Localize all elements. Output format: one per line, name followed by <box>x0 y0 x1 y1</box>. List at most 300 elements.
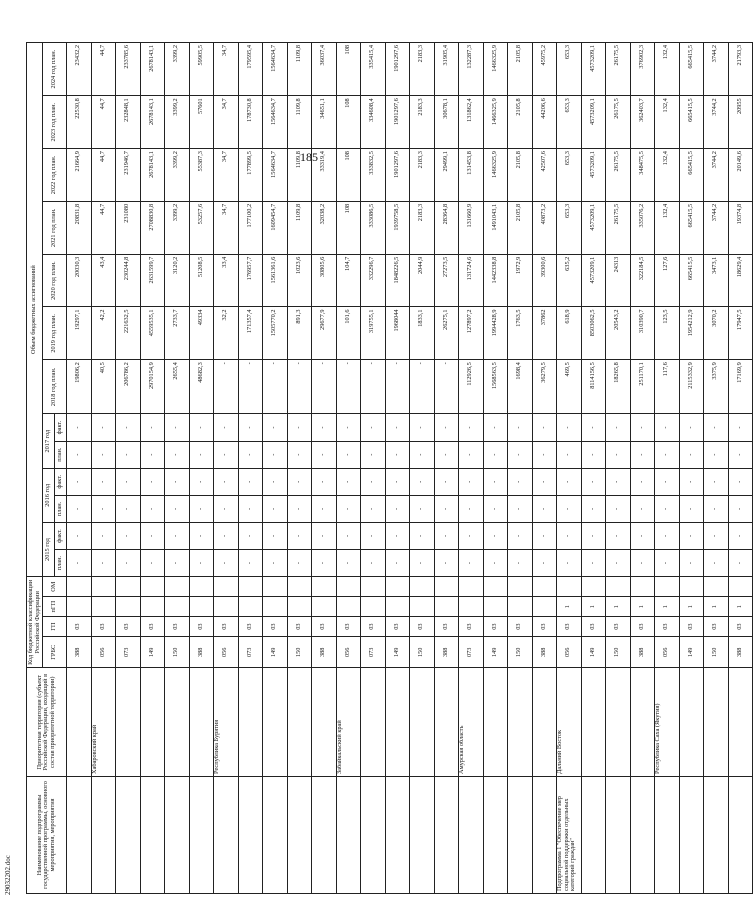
fact-value-cell: - <box>483 441 508 468</box>
om-code-cell <box>312 577 337 597</box>
plan-value-cell: 44,7 <box>91 201 116 254</box>
plan-value-cell: - <box>361 360 386 414</box>
plan-value-cell: 132,4 <box>655 201 680 254</box>
fact-value-cell: - <box>483 495 508 522</box>
om-code-cell <box>214 577 239 597</box>
om-code-cell <box>361 577 386 597</box>
header-program-name: Наименование подпрограммы государственной программы, основного мероприятия, мероприятия <box>27 776 67 893</box>
pgp-code-cell <box>434 597 459 617</box>
gp-code-cell: 03 <box>630 617 655 637</box>
plan-value-cell: 1698,4 <box>508 360 533 414</box>
plan-value-cell: 127897,2 <box>459 307 484 360</box>
program-name-cell <box>312 776 337 893</box>
fact-value-cell: - <box>214 441 239 468</box>
plan-value-cell: 51208,5 <box>189 254 214 307</box>
plan-value-cell: 3399,2 <box>165 96 190 149</box>
plan-value-cell: 132,4 <box>655 43 680 96</box>
table-row <box>606 43 631 894</box>
gp-code-cell: 03 <box>410 617 435 637</box>
pgp-code-cell <box>459 597 484 617</box>
gp-code-cell: 03 <box>557 617 582 637</box>
table-row <box>385 43 410 894</box>
plan-value-cell: 376902,3 <box>630 43 655 96</box>
plan-value-cell: 42507,6 <box>532 149 557 202</box>
plan-value-cell: 3473,1 <box>704 254 729 307</box>
plan-value-cell: 1763,5 <box>508 307 533 360</box>
fact-value-cell: - <box>483 522 508 549</box>
table-row <box>361 43 386 894</box>
program-name-cell <box>606 776 631 893</box>
fact-value-cell: - <box>581 468 606 495</box>
plan-value-cell: 653,3 <box>557 149 582 202</box>
fact-value-cell: - <box>116 441 141 468</box>
fact-value-cell: - <box>263 522 288 549</box>
fact-value-cell: - <box>532 550 557 577</box>
fact-value-cell: - <box>557 550 582 577</box>
gp-code-cell: 03 <box>140 617 165 637</box>
gp-code-cell: 03 <box>483 617 508 637</box>
plan-value-cell: 104,7 <box>336 254 361 307</box>
plan-value-cell: 132,4 <box>655 149 680 202</box>
plan-value-cell: 665415,5 <box>679 201 704 254</box>
plan-value-cell: 1109,8 <box>287 149 312 202</box>
fact-value-cell: - <box>361 522 386 549</box>
table-row <box>91 43 116 894</box>
budget-allocation-table <box>26 42 753 894</box>
header-2015-fact: факт. <box>55 522 67 549</box>
fact-value-cell: - <box>91 550 116 577</box>
grbs-code-cell: 388 <box>312 637 337 668</box>
table-row <box>410 43 435 894</box>
plan-value-cell: 22530,8 <box>67 96 92 149</box>
fact-value-cell: - <box>606 550 631 577</box>
fact-value-cell: - <box>728 414 753 441</box>
rotated-budget-table-container <box>26 42 743 894</box>
fact-value-cell: - <box>679 550 704 577</box>
plan-value-cell: 40873,2 <box>532 201 557 254</box>
om-code-cell <box>459 577 484 597</box>
fact-value-cell: - <box>679 468 704 495</box>
territory-cell: Республика Саха (Якутия) <box>655 668 680 776</box>
fact-value-cell: - <box>238 495 263 522</box>
plan-value-cell: 1972,9 <box>508 254 533 307</box>
plan-value-cell: 20955 <box>728 96 753 149</box>
fact-value-cell: - <box>189 495 214 522</box>
fact-value-cell: - <box>385 522 410 549</box>
fact-value-cell: - <box>434 441 459 468</box>
header-priority-territory: Приоритетная территория (субъект Российской Федерации, входящий в состав приоритетной территории) <box>27 668 67 776</box>
plan-value-cell: 333832,5 <box>361 149 386 202</box>
fact-value-cell: - <box>630 550 655 577</box>
program-name-cell <box>581 776 606 893</box>
fact-value-cell: - <box>189 414 214 441</box>
header-code-gp: ГП <box>43 617 67 637</box>
plan-value-cell: 1968044 <box>385 307 410 360</box>
fact-value-cell: - <box>606 414 631 441</box>
table-row <box>165 43 190 894</box>
program-name-cell <box>189 776 214 893</box>
pgp-code-cell <box>410 597 435 617</box>
plan-value-cell: 19297,1 <box>67 307 92 360</box>
fact-value-cell: - <box>214 522 239 549</box>
plan-value-cell: 1564634,7 <box>263 96 288 149</box>
program-name-cell <box>532 776 557 893</box>
plan-value-cell: 3744,2 <box>704 201 729 254</box>
om-code-cell <box>728 577 753 597</box>
fact-value-cell: - <box>165 495 190 522</box>
plan-value-cell: 2115332,9 <box>679 360 704 414</box>
grbs-code-cell: 388 <box>532 637 557 668</box>
territory-cell <box>140 668 165 776</box>
plan-value-cell: 230244,8 <box>116 254 141 307</box>
territory-cell <box>483 668 508 776</box>
fact-value-cell: - <box>385 414 410 441</box>
plan-value-cell: 1564634,7 <box>263 43 288 96</box>
grbs-code-cell: 149 <box>679 637 704 668</box>
plan-value-cell: 2733,7 <box>165 307 190 360</box>
header-plan-2024: 2024 год план. <box>43 43 67 96</box>
plan-value-cell: 1023,6 <box>287 254 312 307</box>
program-name-cell <box>336 776 361 893</box>
grbs-code-cell: 388 <box>434 637 459 668</box>
plan-value-cell: - <box>238 360 263 414</box>
om-code-cell <box>434 577 459 597</box>
om-code-cell <box>655 577 680 597</box>
fact-value-cell: - <box>385 441 410 468</box>
fact-value-cell: - <box>434 550 459 577</box>
fact-value-cell: - <box>263 414 288 441</box>
plan-value-cell: 21793,3 <box>728 43 753 96</box>
fact-value-cell: - <box>165 522 190 549</box>
fact-value-cell: - <box>410 522 435 549</box>
plan-value-cell: 335415,4 <box>361 43 386 96</box>
fact-value-cell: - <box>165 468 190 495</box>
fact-value-cell: - <box>165 414 190 441</box>
plan-value-cell: 27273,5 <box>434 254 459 307</box>
om-code-cell <box>581 577 606 597</box>
plan-value-cell: 2678143,1 <box>140 149 165 202</box>
fact-value-cell: - <box>704 522 729 549</box>
plan-value-cell: 891,3 <box>287 307 312 360</box>
gp-code-cell: 03 <box>532 617 557 637</box>
fact-value-cell: - <box>214 414 239 441</box>
om-code-cell <box>287 577 312 597</box>
pgp-code-cell <box>91 597 116 617</box>
plan-value-cell: 4573209,1 <box>581 149 606 202</box>
grbs-code-cell: 150 <box>508 637 533 668</box>
plan-value-cell: 18265,8 <box>606 360 631 414</box>
plan-value-cell: 469,5 <box>557 360 582 414</box>
om-code-cell <box>557 577 582 597</box>
table-row <box>214 43 239 894</box>
fact-value-cell: - <box>238 468 263 495</box>
plan-value-cell: - <box>287 360 312 414</box>
plan-value-cell: 4573209,1 <box>581 43 606 96</box>
plan-value-cell: 17947,5 <box>728 307 753 360</box>
plan-value-cell: 2183,3 <box>410 96 435 149</box>
fact-value-cell: - <box>728 550 753 577</box>
pgp-code-cell <box>385 597 410 617</box>
program-name-cell <box>140 776 165 893</box>
plan-value-cell: 2105,8 <box>508 201 533 254</box>
fact-value-cell: - <box>238 441 263 468</box>
header-2017-plan: план. <box>55 441 67 468</box>
fact-value-cell: - <box>336 414 361 441</box>
plan-value-cell: - <box>263 360 288 414</box>
plan-value-cell: 44,7 <box>91 96 116 149</box>
plan-value-cell: - <box>312 360 337 414</box>
fact-value-cell: - <box>385 468 410 495</box>
fact-value-cell: - <box>606 468 631 495</box>
header-budget-codes: Код бюджетной классификации Российской Федерации <box>27 577 43 668</box>
grbs-code-cell: 056 <box>214 637 239 668</box>
om-code-cell <box>483 577 508 597</box>
header-plan-2018: 2018 год план. <box>43 360 67 414</box>
fact-value-cell: - <box>189 468 214 495</box>
table-row <box>532 43 557 894</box>
program-name-cell <box>630 776 655 893</box>
fact-value-cell: - <box>214 550 239 577</box>
fact-value-cell: - <box>557 522 582 549</box>
plan-value-cell: - <box>336 360 361 414</box>
fact-value-cell: - <box>434 414 459 441</box>
fact-value-cell: - <box>140 550 165 577</box>
territory-cell: Хабаровский край <box>91 668 116 776</box>
fact-value-cell: - <box>410 468 435 495</box>
fact-value-cell: - <box>287 441 312 468</box>
fact-value-cell: - <box>704 550 729 577</box>
fact-value-cell: - <box>287 495 312 522</box>
table-row <box>263 43 288 894</box>
plan-value-cell: 108 <box>336 96 361 149</box>
fact-value-cell: - <box>679 414 704 441</box>
plan-value-cell: 171357,4 <box>238 307 263 360</box>
gp-code-cell: 03 <box>189 617 214 637</box>
pgp-code-cell <box>336 597 361 617</box>
program-name-cell <box>679 776 704 893</box>
plan-value-cell: 1848226,5 <box>385 254 410 307</box>
om-code-cell <box>140 577 165 597</box>
fact-value-cell: - <box>361 495 386 522</box>
grbs-code-cell: 150 <box>165 637 190 668</box>
table-row <box>189 43 214 894</box>
grbs-code-cell: 056 <box>557 637 582 668</box>
header-code-pgp: пГП <box>43 597 67 617</box>
om-code-cell <box>263 577 288 597</box>
fact-value-cell: - <box>581 441 606 468</box>
territory-cell: Забайкальский край <box>336 668 361 776</box>
plan-value-cell: 44206,6 <box>532 96 557 149</box>
plan-value-cell: - <box>410 360 435 414</box>
grbs-code-cell: 388 <box>630 637 655 668</box>
fact-value-cell: - <box>679 441 704 468</box>
program-name-cell <box>459 776 484 893</box>
territory-cell: Республика Бурятия <box>214 668 239 776</box>
plan-value-cell: 206786,2 <box>116 360 141 414</box>
gp-code-cell: 03 <box>459 617 484 637</box>
fact-value-cell: - <box>91 495 116 522</box>
plan-value-cell: 101,6 <box>336 307 361 360</box>
fact-value-cell: - <box>165 550 190 577</box>
fact-value-cell: - <box>336 522 361 549</box>
grbs-code-cell: 388 <box>67 637 92 668</box>
plan-value-cell: 8114156,5 <box>581 360 606 414</box>
header-2016-fact: факт. <box>55 468 67 495</box>
plan-value-cell: 34,7 <box>214 43 239 96</box>
program-name-cell <box>238 776 263 893</box>
pgp-code-cell: 1 <box>606 597 631 617</box>
plan-value-cell: 34651,1 <box>312 96 337 149</box>
plan-value-cell: 2105,8 <box>508 43 533 96</box>
plan-value-cell: 4573209,1 <box>581 254 606 307</box>
plan-value-cell: 31905,4 <box>434 43 459 96</box>
plan-value-cell: 49334 <box>189 307 214 360</box>
plan-value-cell: 24313 <box>606 254 631 307</box>
fact-value-cell: - <box>410 441 435 468</box>
fact-value-cell: - <box>557 495 582 522</box>
plan-value-cell: 29499,1 <box>434 149 459 202</box>
plan-value-cell: 48682,3 <box>189 360 214 414</box>
fact-value-cell: - <box>336 468 361 495</box>
header-2016-plan: план. <box>55 495 67 522</box>
header-year-2017: 2017 год <box>43 414 55 468</box>
fact-value-cell: - <box>459 550 484 577</box>
plan-value-cell: 108 <box>336 149 361 202</box>
fact-value-cell: - <box>312 495 337 522</box>
fact-value-cell: - <box>606 495 631 522</box>
plan-value-cell: 176957,7 <box>238 254 263 307</box>
om-code-cell <box>67 577 92 597</box>
plan-value-cell: 3375,9 <box>704 360 729 414</box>
plan-value-cell: 3399,2 <box>165 149 190 202</box>
plan-value-cell: 123,5 <box>655 307 680 360</box>
plan-value-cell: 44,7 <box>91 149 116 202</box>
header-2017-fact: факт. <box>55 414 67 441</box>
grbs-code-cell: 149 <box>581 637 606 668</box>
fact-value-cell: - <box>361 441 386 468</box>
plan-value-cell: 19374,8 <box>728 201 753 254</box>
pgp-code-cell <box>214 597 239 617</box>
table-row <box>728 43 753 894</box>
om-code-cell <box>116 577 141 597</box>
fact-value-cell: - <box>214 495 239 522</box>
fact-value-cell: - <box>557 468 582 495</box>
plan-value-cell: 653,3 <box>557 96 582 149</box>
fact-value-cell: - <box>287 414 312 441</box>
territory-cell <box>189 668 214 776</box>
header-plan-2021: 2021 год план. <box>43 201 67 254</box>
fact-value-cell: - <box>630 495 655 522</box>
fact-value-cell: - <box>140 468 165 495</box>
footer-filename: 29032202.doc <box>4 855 12 895</box>
fact-value-cell: - <box>67 550 92 577</box>
pgp-code-cell: 1 <box>679 597 704 617</box>
program-name-cell <box>410 776 435 893</box>
plan-value-cell: 26275,1 <box>434 307 459 360</box>
pgp-code-cell <box>238 597 263 617</box>
fact-value-cell: - <box>189 522 214 549</box>
plan-value-cell: 322184,5 <box>630 254 655 307</box>
grbs-code-cell: 149 <box>385 637 410 668</box>
om-code-cell <box>704 577 729 597</box>
plan-value-cell: 21664,9 <box>67 149 92 202</box>
fact-value-cell: - <box>508 522 533 549</box>
plan-value-cell: 665415,5 <box>679 149 704 202</box>
fact-value-cell: - <box>91 414 116 441</box>
fact-value-cell: - <box>557 441 582 468</box>
fact-value-cell: - <box>287 468 312 495</box>
fact-value-cell: - <box>410 550 435 577</box>
plan-value-cell: 112926,5 <box>459 360 484 414</box>
om-code-cell <box>336 577 361 597</box>
pgp-code-cell: 1 <box>728 597 753 617</box>
gp-code-cell: 03 <box>67 617 92 637</box>
pgp-code-cell <box>508 597 533 617</box>
fact-value-cell: - <box>385 495 410 522</box>
plan-value-cell: 1994428,9 <box>483 307 508 360</box>
grbs-code-cell: 150 <box>704 637 729 668</box>
program-name-cell <box>385 776 410 893</box>
om-code-cell <box>606 577 631 597</box>
plan-value-cell: 26175,5 <box>606 149 631 202</box>
plan-value-cell: 36279,5 <box>532 360 557 414</box>
plan-value-cell: 1505770,2 <box>263 307 288 360</box>
fact-value-cell: - <box>630 414 655 441</box>
pgp-code-cell: 1 <box>557 597 582 617</box>
plan-value-cell: 37862 <box>532 307 557 360</box>
plan-value-cell: 334608,4 <box>361 96 386 149</box>
fact-value-cell: - <box>263 550 288 577</box>
om-code-cell <box>508 577 533 597</box>
fact-value-cell: - <box>630 522 655 549</box>
territory-cell <box>312 668 337 776</box>
fact-value-cell: - <box>140 495 165 522</box>
gp-code-cell: 03 <box>704 617 729 637</box>
plan-value-cell: 3120,2 <box>165 254 190 307</box>
fact-value-cell: - <box>483 468 508 495</box>
header-plan-2022: 2022 год план. <box>43 149 67 202</box>
fact-value-cell: - <box>459 468 484 495</box>
pgp-code-cell: 1 <box>630 597 655 617</box>
plan-value-cell: 131453,8 <box>459 149 484 202</box>
fact-value-cell: - <box>655 522 680 549</box>
program-name-cell <box>287 776 312 893</box>
fact-value-cell: - <box>483 414 508 441</box>
territory-cell <box>728 668 753 776</box>
fact-value-cell: - <box>91 468 116 495</box>
plan-value-cell: 335076,2 <box>630 201 655 254</box>
fact-value-cell: - <box>704 414 729 441</box>
fact-value-cell: - <box>67 495 92 522</box>
plan-value-cell: 59905,5 <box>189 43 214 96</box>
pgp-code-cell <box>483 597 508 617</box>
program-name-cell <box>263 776 288 893</box>
territory-cell <box>532 668 557 776</box>
plan-value-cell: 2970154,9 <box>140 360 165 414</box>
plan-value-cell: 251170,1 <box>630 360 655 414</box>
plan-value-cell: 2183,3 <box>410 43 435 96</box>
plan-value-cell: 348475,5 <box>630 149 655 202</box>
header-budget-volume: Объем бюджетных ассигнований <box>27 43 43 577</box>
plan-value-cell: 20543,2 <box>606 307 631 360</box>
fact-value-cell: - <box>287 522 312 549</box>
plan-value-cell: 319755,1 <box>361 307 386 360</box>
fact-value-cell: - <box>312 550 337 577</box>
fact-value-cell: - <box>189 550 214 577</box>
program-name-cell <box>655 776 680 893</box>
fact-value-cell: - <box>655 441 680 468</box>
plan-value-cell: 53257,6 <box>189 201 214 254</box>
